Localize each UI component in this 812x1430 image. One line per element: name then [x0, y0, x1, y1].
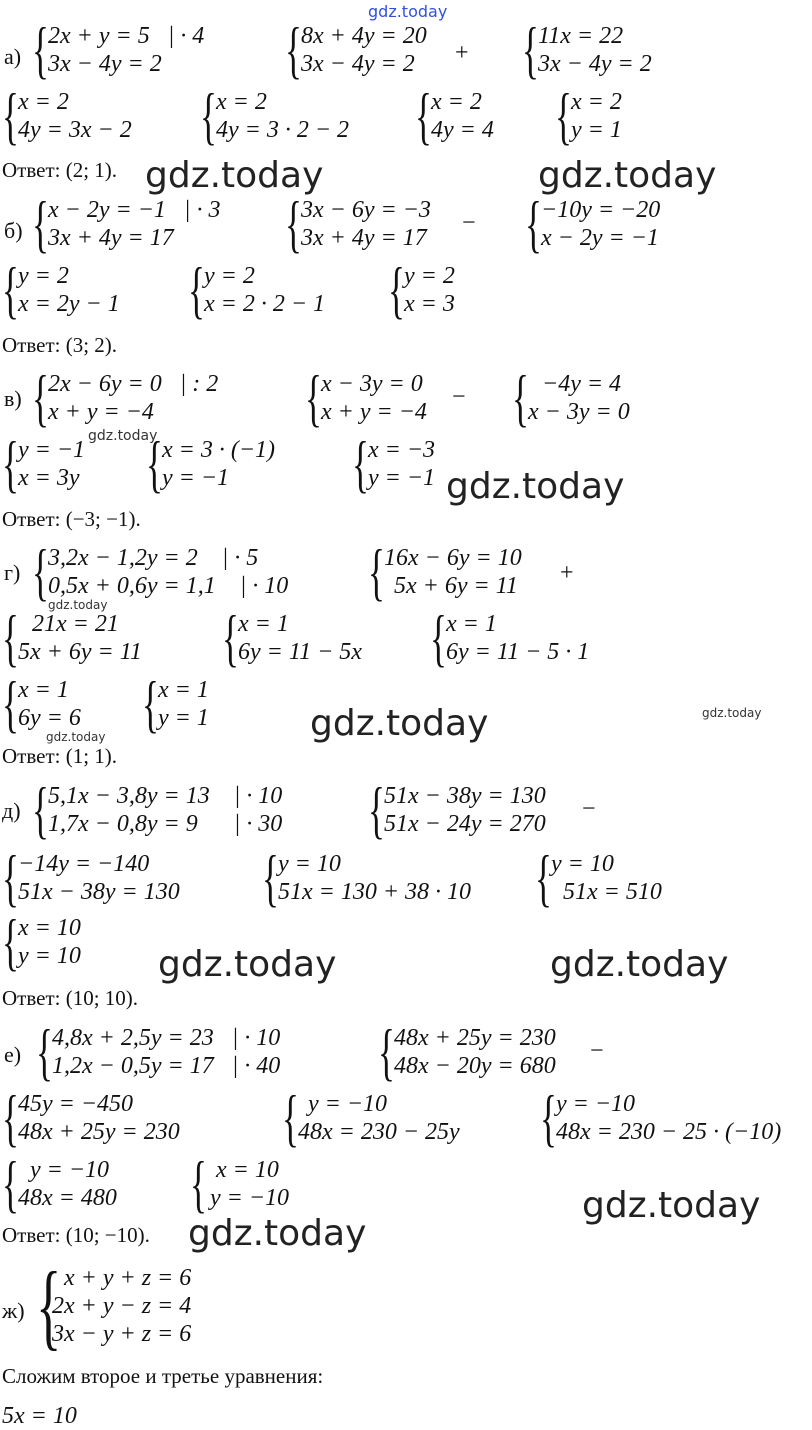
watermark: gdz.today [188, 1213, 367, 1254]
label-zh: ж) [2, 1298, 25, 1323]
brace-icon: { [32, 14, 49, 85]
eq-line: x = 3 · (−1) [162, 437, 276, 463]
eq-line: y = −10 [30, 1157, 110, 1183]
brace-icon: { [388, 254, 405, 325]
brace-icon: { [352, 428, 369, 499]
eq-line: x = 2y − 1 [18, 291, 120, 317]
brace-icon: { [378, 1016, 395, 1087]
eq-line: 5x + 6y = 11 [394, 573, 518, 599]
brace-icon: { [285, 14, 302, 85]
eq-line: x = 3 [404, 291, 455, 317]
brace-icon: { [368, 774, 385, 845]
eq-line: 3x − 6y = −3 [301, 197, 431, 223]
eq-line: 3x − y + z = 6 [52, 1321, 192, 1347]
operation-minus: − [590, 1038, 604, 1064]
eq-line: x = 1 [158, 677, 209, 703]
system-d-2 [368, 774, 546, 845]
system-a-r4 [555, 80, 622, 151]
eq-line: x + y + z = 6 [64, 1265, 192, 1291]
brace-icon: { [190, 1148, 207, 1219]
eq-line: 6y = 11 − 5 · 1 [446, 639, 590, 665]
brace-icon: { [262, 842, 279, 913]
watermark: gdz.today [310, 703, 489, 744]
eq-line: 3x + 4y = 17 [48, 225, 174, 251]
watermark-top: gdz.today [368, 2, 448, 21]
watermark: gdz.today [702, 706, 762, 720]
eq-line: 48x + 25y = 230 [394, 1025, 556, 1051]
eq-line: −14y = −140 [18, 851, 150, 877]
eq-line: y = −10 [308, 1091, 388, 1117]
system-b-r3 [388, 254, 455, 325]
system-d-r1 [2, 842, 180, 913]
eq-line: 51x − 38y = 130 [18, 879, 180, 905]
eq-line: 21x = 21 [32, 611, 119, 637]
brace-icon: { [146, 428, 163, 499]
eq-line: −10y = −20 [541, 197, 661, 223]
eq-line: 4y = 4 [431, 117, 494, 143]
answer-g: Ответ: (1; 1). [2, 744, 118, 768]
eq-line: 3x − 4y = 2 [48, 51, 162, 77]
eq-line: 48x + 25y = 230 [18, 1119, 180, 1145]
brace-icon: { [2, 254, 19, 325]
eq-line: x + y = −4 [321, 399, 427, 425]
system-e-r2 [282, 1082, 460, 1153]
eq-line: 2x + y − z = 4 [52, 1293, 192, 1319]
brace-icon: { [142, 668, 159, 739]
system-v-2 [305, 362, 427, 433]
eq-line: y = 10 [18, 943, 81, 969]
system-a-r2 [200, 80, 350, 151]
brace-icon: { [512, 362, 529, 433]
system-a-r1 [2, 80, 132, 151]
system-v-1 [32, 362, 219, 433]
eq-line: x = 3y [18, 465, 80, 491]
eq-line: y = −1 [368, 465, 436, 491]
eq-line: y = −10 [556, 1091, 636, 1117]
brace-icon: { [2, 668, 19, 739]
eq-line: 0,5x + 0,6y = 1,1 | · 10 [48, 573, 289, 599]
operation-minus: − [452, 384, 466, 410]
system-e-2 [378, 1016, 556, 1087]
eq-line: 51x − 24y = 270 [384, 811, 546, 837]
eq-line: x − 3y = 0 [528, 399, 630, 425]
system-a-3 [522, 14, 652, 85]
answer-a: Ответ: (2; 1). [2, 158, 118, 182]
eq-line: 3,2x − 1,2y = 2 | · 5 [48, 545, 259, 571]
watermark: gdz.today [88, 428, 158, 444]
eq-line: x = 2 [18, 89, 69, 115]
eq-line: 51x = 510 [563, 879, 662, 905]
brace-icon: { [415, 80, 432, 151]
system-zh-1 [36, 1252, 192, 1359]
eq-line: x = 1 [18, 677, 69, 703]
answer-e: Ответ: (10; −10). [2, 1223, 150, 1247]
system-b-2 [285, 188, 431, 259]
brace-icon: { [2, 1148, 19, 1219]
system-e-r4 [2, 1148, 117, 1219]
eq-line: y = −1 [18, 437, 86, 463]
brace-icon: { [2, 428, 19, 499]
brace-icon: { [285, 188, 302, 259]
brace-icon: { [32, 188, 49, 259]
watermark: gdz.today [582, 1185, 761, 1226]
answer-v: Ответ: (−3; −1). [2, 507, 141, 531]
eq-line: x − 2y = −1 [541, 225, 659, 251]
eq-line: 48x = 230 − 25 · (−10) [556, 1119, 782, 1145]
operation-minus: − [582, 796, 596, 822]
system-b-3 [525, 188, 661, 259]
eq-line: 48x − 20y = 680 [394, 1053, 556, 1079]
brace-icon: { [2, 1082, 19, 1153]
eq-line: 6y = 11 − 5x [238, 639, 362, 665]
eq-line: 2x + y = 5 | · 4 [48, 23, 205, 49]
eq-line: y = 1 [571, 117, 622, 143]
brace-icon: { [535, 842, 552, 913]
eq-line: y = 2 [404, 263, 455, 289]
system-e-r1 [2, 1082, 180, 1153]
label-v: в) [4, 386, 22, 411]
brace-icon: { [430, 602, 447, 673]
eq-line: 4y = 3x − 2 [18, 117, 132, 143]
eq-line: 45y = −450 [18, 1091, 134, 1117]
system-e-1 [36, 1016, 281, 1087]
answer-b: Ответ: (3; 2). [2, 333, 118, 357]
brace-icon: { [525, 188, 542, 259]
system-a-2 [285, 14, 427, 85]
eq-line: 4y = 3 · 2 − 2 [216, 117, 350, 143]
eq-line: x = 10 [18, 915, 81, 941]
eq-line: 5x + 6y = 11 [18, 639, 142, 665]
system-a-1 [32, 14, 205, 85]
system-b-r2 [188, 254, 326, 325]
brace-icon: { [32, 536, 49, 607]
eq-line: y = 2 [18, 263, 69, 289]
eq-line: 48x = 230 − 25y [298, 1119, 460, 1145]
eq-line: 2x − 6y = 0 | : 2 [48, 371, 219, 397]
eq-line: x = −3 [368, 437, 436, 463]
system-g-r3 [430, 602, 590, 673]
system-b-r1 [2, 254, 120, 325]
system-v-r3 [352, 428, 436, 499]
operation-minus: − [462, 210, 476, 236]
system-d-1 [32, 774, 283, 845]
eq-line: 16x − 6y = 10 [384, 545, 522, 571]
eq-line: 4,8x + 2,5y = 23 | · 10 [52, 1025, 281, 1051]
watermark: gdz.today [48, 598, 108, 612]
brace-icon: { [540, 1082, 557, 1153]
eq-line: x = 1 [238, 611, 289, 637]
label-a: а) [4, 44, 22, 69]
eq-line: 3x + 4y = 17 [301, 225, 427, 251]
brace-icon: { [222, 602, 239, 673]
eq-line: 8x + 4y = 20 [301, 23, 427, 49]
system-b-1 [32, 188, 221, 259]
brace-icon: { [36, 1016, 53, 1087]
eq-line: x − 3y = 0 [321, 371, 423, 397]
brace-icon: { [282, 1082, 299, 1153]
brace-icon: { [2, 602, 19, 673]
watermark: gdz.today [550, 944, 729, 985]
system-d-r4 [2, 906, 81, 977]
eq-line: 6y = 6 [18, 705, 81, 731]
operation-plus: + [560, 560, 574, 586]
system-e-r5 [190, 1148, 290, 1219]
answer-d: Ответ: (10; 10). [2, 986, 139, 1010]
system-g-r4 [2, 668, 81, 739]
eq-line: y = −10 [210, 1185, 290, 1211]
brace-icon: { [36, 1252, 62, 1359]
watermark: gdz.today [46, 730, 106, 744]
watermark: gdz.today [145, 155, 324, 196]
eq-line: x = 1 [446, 611, 497, 637]
eq-line: x − 2y = −1 | · 3 [48, 197, 221, 223]
eq-line: y = 10 [278, 851, 341, 877]
eq-line: x = 2 [216, 89, 267, 115]
brace-icon: { [522, 14, 539, 85]
explanation-text: Сложим второе и третье уравнения: [2, 1364, 324, 1388]
eq-line: 3x − 4y = 2 [538, 51, 652, 77]
label-d: д) [2, 798, 21, 823]
brace-icon: { [200, 80, 217, 151]
system-d-r3 [535, 842, 662, 913]
eq-line: 11x = 22 [538, 23, 624, 49]
brace-icon: { [305, 362, 322, 433]
brace-icon: { [555, 80, 572, 151]
brace-icon: { [2, 906, 19, 977]
system-e-r3 [540, 1082, 782, 1153]
eq-line: 1,2x − 0,5y = 17 | · 40 [52, 1053, 281, 1079]
watermark: gdz.today [446, 466, 625, 507]
system-d-r2 [262, 842, 472, 913]
system-g-r2 [222, 602, 362, 673]
eq-line: y = 10 [551, 851, 614, 877]
watermark: gdz.today [538, 155, 717, 196]
system-v-r1 [2, 428, 86, 499]
brace-icon: { [188, 254, 205, 325]
eq-line: x = 2 · 2 − 1 [204, 291, 326, 317]
eq-line: 3x − 4y = 2 [301, 51, 415, 77]
eq-line: y = 2 [204, 263, 255, 289]
brace-icon: { [2, 80, 19, 151]
brace-icon: { [32, 774, 49, 845]
label-b: б) [4, 218, 23, 243]
eq-line: x = 2 [571, 89, 622, 115]
eq-line: y = −1 [162, 465, 230, 491]
watermark: gdz.today [158, 944, 337, 985]
eq-line: 5,1x − 3,8y = 13 | · 10 [48, 783, 283, 809]
brace-icon: { [32, 362, 49, 433]
eq-line: x = 2 [431, 89, 482, 115]
system-v-3 [512, 362, 630, 433]
eq-line: 51x = 130 + 38 · 10 [278, 879, 472, 905]
eq-line: −4y = 4 [542, 371, 622, 397]
system-g-2 [368, 536, 522, 607]
system-v-r2 [146, 428, 276, 499]
brace-icon: { [368, 536, 385, 607]
brace-icon: { [2, 842, 19, 913]
eq-line: 1,7x − 0,8y = 9 | · 30 [48, 811, 283, 837]
eq-line: 51x − 38y = 130 [384, 783, 546, 809]
eq-line: x + y = −4 [48, 399, 154, 425]
label-e: е) [4, 1042, 22, 1067]
system-g-r5 [142, 668, 209, 739]
eq-line: 48x = 480 [18, 1185, 117, 1211]
eq-line: y = 1 [158, 705, 209, 731]
label-g: г) [4, 560, 21, 585]
operation-plus: + [455, 40, 469, 66]
eq-line: x = 10 [216, 1157, 279, 1183]
eq-line: 5x = 10 [2, 1403, 77, 1429]
system-a-r3 [415, 80, 494, 151]
